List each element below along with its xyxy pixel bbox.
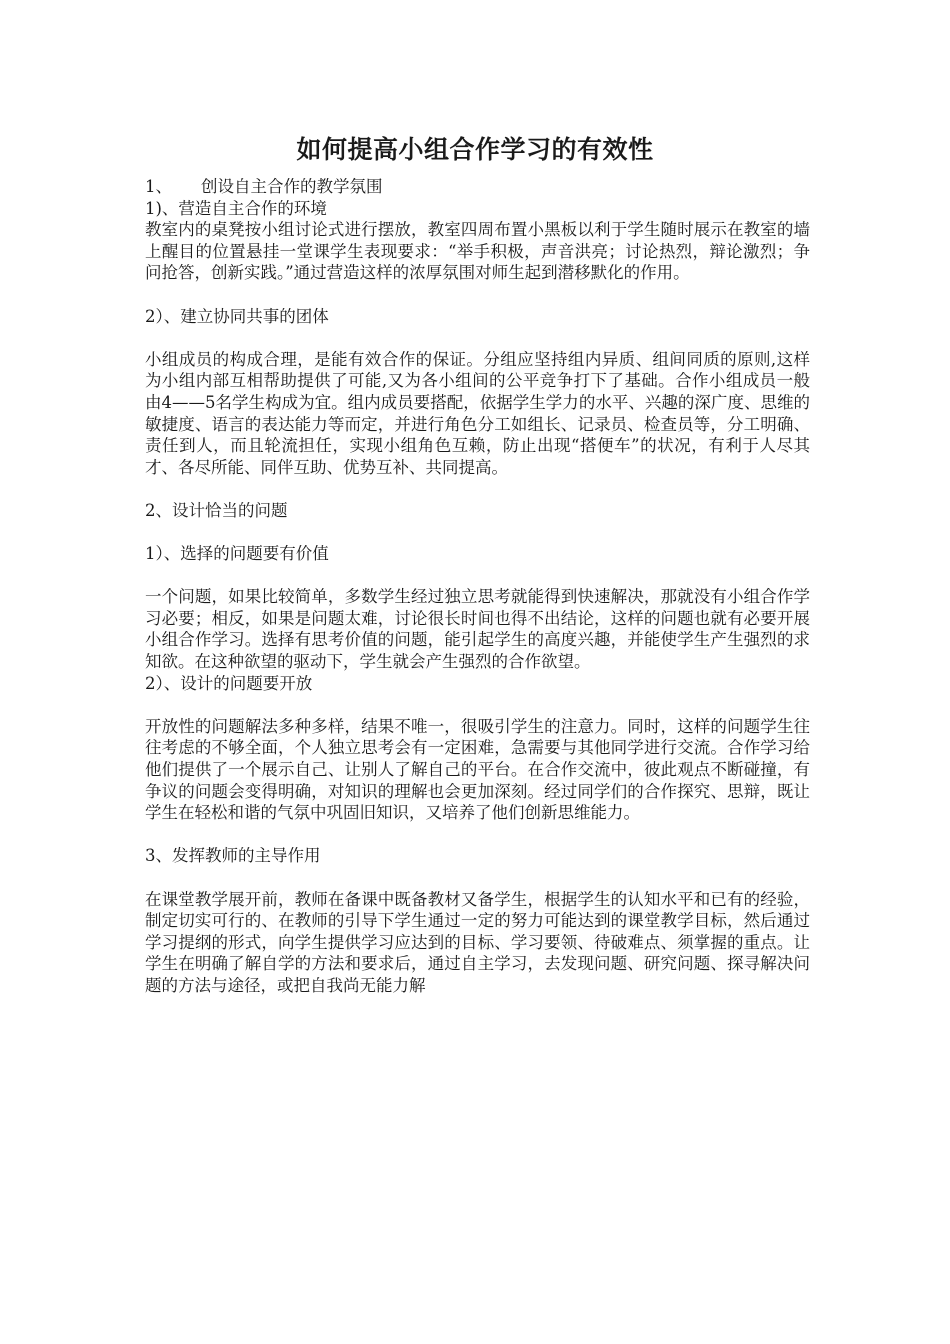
spacer bbox=[145, 867, 810, 889]
section-1-heading-text: 创设自主合作的教学氛围 bbox=[201, 177, 383, 196]
spacer bbox=[145, 284, 810, 306]
section-2-2-paragraph: 开放性的问题解法多种多样，结果不唯一，很吸引学生的注意力。同时，这样的问题学生往往考虑的不够全面，个人独立思考会有一定困难，急需要与其他同学进行交流。合作学习给他们提供了一个展示自己、让别人了解自己的平台。在合作交流中，彼此观点不断碰撞，有争议的问题会变得明确，对知识的理解也会更加深刻。经过同学们的合作探究、思辩，既让学生在轻松和谐的气氛中巩固旧知识，又培养了他们创新思维能力。 bbox=[145, 716, 810, 823]
section-3-heading: 3、发挥教师的主导作用 bbox=[145, 846, 321, 866]
spacer bbox=[145, 824, 810, 846]
spacer bbox=[145, 327, 810, 349]
spacer bbox=[145, 565, 810, 587]
section-1-2-heading: 2）、建立协同共事的团体 bbox=[145, 306, 329, 326]
section-2-1-paragraph: 一个问题，如果比较简单，多数学生经过独立思考就能得到快速解决，那就没有小组合作学习必要；相反，如果是问题太难，讨论很长时间也得不出结论，这样的问题也就有必要开展小组合作学习。选择有思考价值的问题，能引起学生的高度兴趣，并能使学生产生强烈的求知欲。在这种欲望的驱动下，学生就会产生强烈的合作欲望。 bbox=[145, 587, 810, 672]
section-1-2-paragraph: 小组成员的构成合理，是能有效合作的保证。分组应坚持组内异质、组间同质的原则,这样为小组内部互相帮助提供了可能,又为各小组间的公平竞争打下了基础。合作小组成员一般由4——5名学生构成为宜。组内成员要搭配，依据学生学力的水平、兴趣的深广度、思维的敏捷度、语言的表达能力等而定，并进行角色分工如组长、记录员、检查员等，分工明确、责任到人，而且轮流担任，实现小组角色互赖，防止出现“搭便车”的状况，有利于人尽其才、各尽所能、同伴互助、优势互补、共同提高。 bbox=[145, 349, 810, 477]
document-body bbox=[145, 176, 810, 997]
section-3-paragraph: 在课堂教学展开前，教师在备课中既备教材又备学生，根据学生的认知水平和已有的经验，制定切实可行的、在教师的引导下学生通过一定的努力可能达到的课堂教学目标，然后通过学习提纲的形式，向学生提供学习应达到的目标、学习要领、待破难点、须掌握的重点。让学生在明确了解自学的方法和要求后，通过自主学习，去发现问题、研究问题、探寻解决问题的方法与途径，或把自我尚无能力解 bbox=[145, 889, 810, 995]
section-1-1-heading: 1)、营造自主合作的环境 bbox=[145, 198, 327, 218]
spacer bbox=[145, 522, 810, 544]
spacer bbox=[145, 478, 810, 500]
section-2-2-heading: 2）、设计的问题要开放 bbox=[145, 673, 313, 693]
section-1-number: 1、 bbox=[145, 177, 172, 196]
section-1-heading bbox=[145, 176, 810, 198]
section-2-heading: 2、设计恰当的问题 bbox=[145, 500, 288, 520]
document-title: 如何提高小组合作学习的有效性 bbox=[296, 135, 654, 164]
section-1-1-paragraph: 教室内的桌凳按小组讨论式进行摆放，教室四周布置小黑板以利于学生随时展示在教室的墙上醒目的位置悬挂一堂课学生表现要求：“举手积极，声音洪亮；讨论热烈，辩论激烈；争问抢答，创新实践。”通过营造这样的浓厚氛围对师生起到潜移默化的作用。 bbox=[145, 220, 810, 283]
section-2-1-heading: 1）、选择的问题要有价值 bbox=[145, 544, 329, 564]
spacer bbox=[145, 694, 810, 716]
